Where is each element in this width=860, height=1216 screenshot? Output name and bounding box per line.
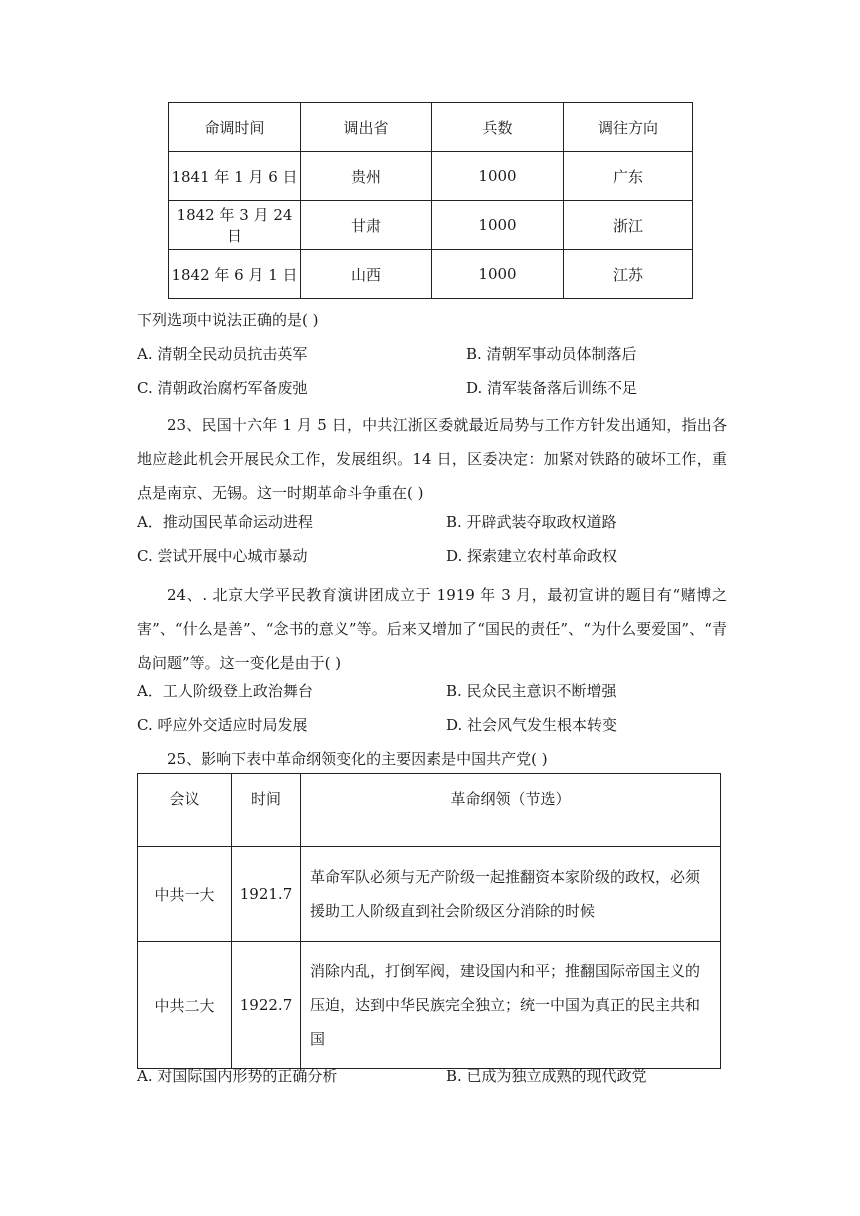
table-cell: 浙江 — [564, 201, 693, 250]
header-cell: 命调时间 — [169, 103, 301, 152]
table-cell: 1921.7 — [232, 847, 301, 942]
question-23-stem: 23、民国十六年 1 月 5 日，中共江浙区委就最近局势与工作方针发出通知，指出各地应趁此机会开展民众工作，发展组织。14 日，区委决定：加紧对铁路的破坏工作，重点是南京、无锡。这一时期革命斗争重在( ) — [137, 416, 727, 502]
question-25-stem: 25、影响下表中革命纲领变化的主要因素是中国共产党( ) — [167, 750, 548, 768]
table-row — [169, 250, 693, 299]
question-25-option-b[interactable]: B. 已成为独立成熟的现代政党 — [446, 1067, 647, 1085]
table-row — [138, 942, 721, 1069]
table-cell: 1841 年 1 月 6 日 — [169, 152, 301, 201]
header-cell: 兵数 — [432, 103, 564, 152]
troop-deployment-table — [168, 102, 693, 299]
revolutionary-program-table — [137, 773, 721, 1069]
table-cell: 山西 — [301, 250, 432, 299]
table-header-row — [169, 103, 693, 152]
question-24-stem: 24、. 北京大学平民教育演讲团成立于 1919 年 3 月，最初宣讲的题目有“赌博之害”、“什么是善”、“念书的意义”等。后来又增加了“国民的责任”、“为什么要爱国”、“青岛问题”等。这一变化是由于( ) — [137, 586, 727, 672]
question-24-option-b[interactable]: B. 民众民主意识不断增强 — [446, 682, 617, 700]
table-cell: 1842 年 3 月 24 日 — [169, 201, 301, 250]
question-24-option-c[interactable]: C. 呼应外交适应时局发展 — [137, 716, 308, 734]
question-22-stem: 下列选项中说法正确的是( ) — [137, 311, 319, 329]
table-cell: 消除内乱，打倒军阀，建设国内和平；推翻国际帝国主义的压迫，达到中华民族完全独立；统一中国为真正的民主共和国 — [301, 942, 721, 1069]
question-24-option-d[interactable]: D. 社会风气发生根本转变 — [446, 716, 618, 734]
table-cell: 1842 年 6 月 1 日 — [169, 250, 301, 299]
question-23-option-c[interactable]: C. 尝试开展中心城市暴动 — [137, 547, 308, 565]
table-cell: 中共一大 — [138, 847, 232, 942]
table-cell: 革命军队必须与无产阶级一起推翻资本家阶级的政权，必须援助工人阶级直到社会阶级区分消除的时候 — [301, 847, 721, 942]
header-cell: 时间 — [232, 774, 301, 847]
table-cell: 1000 — [432, 152, 564, 201]
table-cell: 广东 — [564, 152, 693, 201]
question-24-option-a[interactable]: A．工人阶级登上政治舞台 — [137, 682, 313, 700]
table-header-row — [138, 774, 721, 847]
header-cell: 会议 — [138, 774, 232, 847]
header-cell: 革命纲领（节选） — [301, 774, 721, 847]
table-cell: 甘肃 — [301, 201, 432, 250]
table-cell: 中共二大 — [138, 942, 232, 1069]
table-cell: 江苏 — [564, 250, 693, 299]
table-row — [138, 847, 721, 942]
table-cell: 1000 — [432, 250, 564, 299]
question-22-option-b[interactable]: B. 清朝军事动员体制落后 — [466, 345, 637, 363]
question-22-option-a[interactable]: A. 清朝全民动员抗击英军 — [137, 345, 308, 363]
question-22-option-c[interactable]: C. 清朝政治腐朽军备废弛 — [137, 379, 308, 397]
table-cell: 贵州 — [301, 152, 432, 201]
table-row — [169, 152, 693, 201]
table-cell: 1922.7 — [232, 942, 301, 1069]
question-23-option-a[interactable]: A．推动国民革命运动进程 — [137, 513, 313, 531]
question-23-option-b[interactable]: B. 开辟武装夺取政权道路 — [446, 513, 617, 531]
table-cell: 1000 — [432, 201, 564, 250]
header-cell: 调往方向 — [564, 103, 693, 152]
question-25-option-a[interactable]: A. 对国际国内形势的正确分析 — [137, 1067, 338, 1085]
question-22-option-d[interactable]: D. 清军装备落后训练不足 — [466, 379, 638, 397]
header-cell: 调出省 — [301, 103, 432, 152]
question-23-option-d[interactable]: D. 探索建立农村革命政权 — [446, 547, 618, 565]
table-row — [169, 201, 693, 250]
